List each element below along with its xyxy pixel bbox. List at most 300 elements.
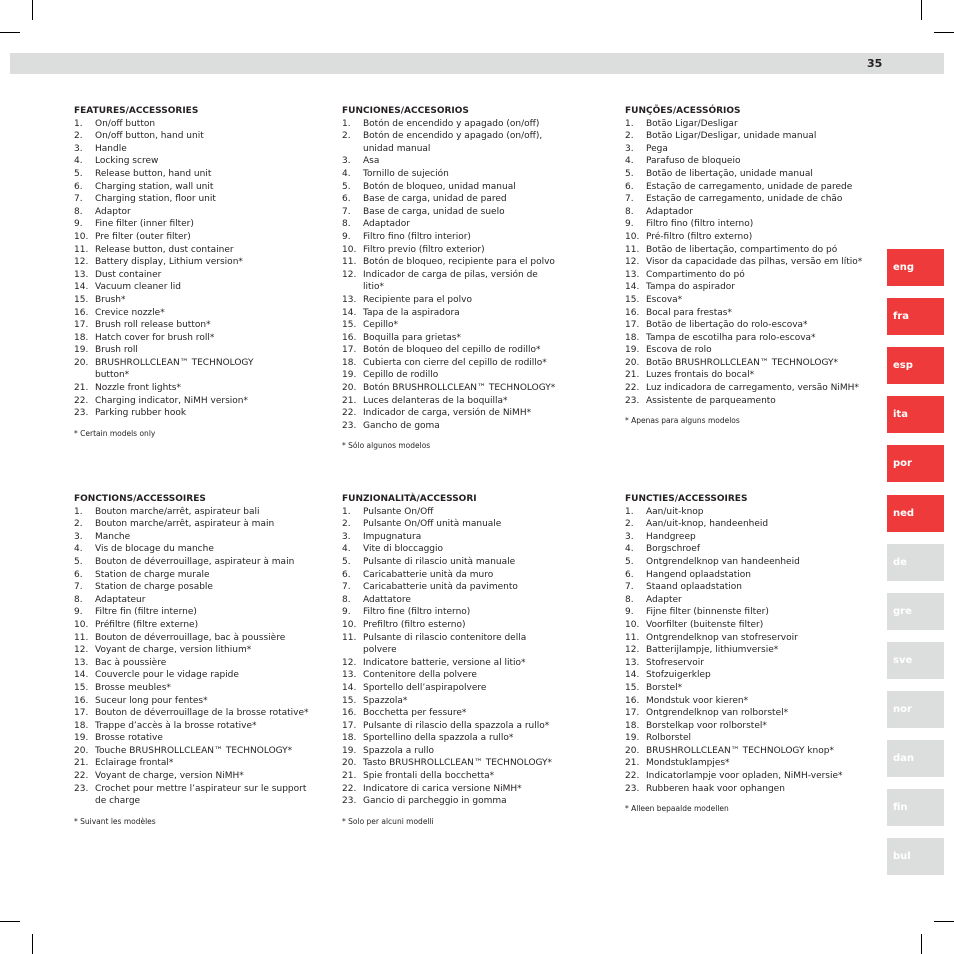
item-label: Adapter (646, 594, 682, 605)
accessory-column (74, 493, 314, 827)
footnote: * Alleen bepaalde modellen (625, 804, 729, 814)
item-number: 10. (625, 231, 640, 242)
language-tab-ned[interactable]: ned (887, 495, 944, 532)
item-label: Spie frontali della bocchetta* (363, 771, 495, 782)
item-number: 17. (342, 345, 357, 356)
list-item (74, 332, 274, 345)
list-item (625, 269, 865, 282)
item-label: BRUSHROLLCLEAN™ TECHNOLOGY button* (95, 357, 254, 381)
item-label: Station de charge posable (95, 582, 213, 593)
item-label: Stofzuigerklep (646, 670, 711, 681)
list-item (74, 682, 314, 695)
section-heading: FONCTIONS/ACCESSOIRES (74, 494, 206, 504)
accessory-list (342, 118, 557, 433)
item-number: 19. (625, 345, 640, 356)
item-number: 6. (625, 181, 634, 192)
item-number: 11. (342, 632, 357, 643)
item-number: 8. (342, 219, 351, 230)
item-number: 20. (74, 357, 89, 368)
item-number: 13. (625, 269, 640, 280)
item-number: 2. (625, 519, 634, 530)
list-item (625, 168, 865, 181)
list-item (625, 757, 865, 770)
language-tab-nor[interactable]: nor (887, 691, 944, 728)
item-label: Pulsante On/Off unità manuale (363, 519, 502, 530)
item-number: 16. (342, 708, 357, 719)
language-tab-fra[interactable]: fra (887, 298, 944, 335)
list-item (625, 357, 865, 370)
list-item (625, 307, 865, 320)
item-label: Filtre fin (filtre interne) (95, 607, 197, 618)
list-item (625, 130, 865, 143)
item-label: Adaptateur (95, 594, 146, 605)
item-number: 12. (74, 257, 89, 268)
list-item (625, 506, 865, 519)
crop-mark (0, 32, 20, 33)
item-label: Bouton marche/arrêt, aspirateur à main (95, 519, 275, 530)
list-item (74, 118, 274, 131)
list-item (625, 720, 865, 733)
list-item (625, 556, 865, 569)
item-number: 4. (74, 544, 83, 555)
item-number: 18. (342, 733, 357, 744)
list-item (625, 644, 865, 657)
list-item (342, 695, 557, 708)
item-label: Pre filter (outer filter) (95, 231, 191, 242)
list-item (625, 695, 865, 708)
item-number: 3. (342, 531, 351, 542)
item-number: 3. (625, 143, 634, 154)
item-number: 13. (342, 670, 357, 681)
item-number: 11. (625, 244, 640, 255)
item-number: 19. (74, 345, 89, 356)
item-number: 9. (342, 607, 351, 618)
item-label: Botón de bloqueo del cepillo de rodillo* (363, 345, 541, 356)
item-number: 20. (625, 357, 640, 368)
footnote: * Suivant les modèles (74, 816, 156, 826)
list-item (342, 155, 557, 168)
item-label: Brush roll (95, 345, 138, 356)
list-item (74, 632, 314, 645)
list-item (625, 218, 865, 231)
item-label: Botón de encendido y apagado (on/off) (363, 118, 540, 129)
list-item (625, 531, 865, 544)
list-item (342, 732, 557, 745)
list-item (625, 707, 865, 720)
list-item (342, 181, 557, 194)
list-item (625, 256, 865, 269)
list-item (625, 206, 865, 219)
footnote: * Solo per alcuni modelli (342, 816, 434, 826)
accessory-column (342, 493, 557, 827)
list-item (625, 319, 865, 332)
item-label: Couvercle pour le vidage rapide (95, 670, 239, 681)
item-label: Tasto BRUSHROLLCLEAN™ TECHNOLOGY* (363, 758, 553, 769)
item-number: 21. (74, 383, 89, 394)
item-label: Batterijlampje, lithiumversie* (646, 645, 779, 656)
list-item (342, 218, 557, 231)
list-item (342, 395, 557, 408)
language-tab-de[interactable]: de (887, 544, 944, 581)
item-label: Préfiltre (filtre externe) (95, 619, 199, 630)
crop-mark (921, 934, 922, 954)
list-item (342, 745, 557, 758)
item-label: Pré-filtro (filtro externo) (646, 231, 753, 242)
list-item (342, 757, 557, 770)
list-item (74, 206, 274, 219)
item-number: 12. (342, 269, 357, 280)
item-label: Charging station, floor unit (95, 194, 216, 205)
item-label: Handle (95, 143, 127, 154)
item-label: Botón BRUSHROLLCLEAN™ TECHNOLOGY* (363, 383, 556, 394)
list-item (74, 745, 314, 758)
list-item (342, 506, 557, 519)
list-item (342, 420, 557, 433)
item-label: Prefiltro (filtro esterno) (363, 619, 466, 630)
list-item (625, 669, 865, 682)
item-label: Vis de blocage du manche (95, 544, 214, 555)
list-item (74, 757, 314, 770)
list-item (74, 569, 314, 582)
item-number: 22. (342, 408, 357, 419)
item-label: Bocal para frestas* (646, 307, 732, 318)
item-label: Dust container (95, 269, 162, 280)
list-item (342, 344, 557, 357)
accessory-list (74, 506, 314, 808)
item-number: 22. (342, 783, 357, 794)
item-label: Bac à poussière (95, 657, 167, 668)
list-item (74, 518, 314, 531)
language-tab-por[interactable]: por (887, 445, 944, 482)
item-label: Assistente de parqueamento (646, 395, 776, 406)
item-label: Luces delanteras de la boquilla* (363, 395, 508, 406)
list-item (625, 657, 865, 670)
crop-mark (32, 0, 33, 20)
item-label: Aan/uit-knop, handeenheid (646, 519, 769, 530)
item-number: 18. (342, 357, 357, 368)
list-item (342, 256, 557, 269)
language-tab-ita[interactable]: ita (887, 396, 944, 433)
item-number: 23. (74, 783, 89, 794)
list-item (625, 745, 865, 758)
item-label: Pulsante di rilascio contenitore della polvere (363, 632, 527, 656)
item-label: Parking rubber hook (95, 408, 187, 419)
list-item (342, 231, 557, 244)
item-label: Stofreservoir (646, 657, 704, 668)
list-item (625, 231, 865, 244)
list-item (625, 244, 865, 257)
list-item (342, 294, 557, 307)
list-item (625, 369, 865, 382)
item-number: 19. (342, 370, 357, 381)
item-label: Vite di bloccaggio (363, 544, 444, 555)
item-number: 17. (625, 708, 640, 719)
item-number: 18. (625, 332, 640, 343)
item-number: 15. (625, 294, 640, 305)
item-label: Borstelkap voor rolborstel* (646, 720, 767, 731)
item-label: Pulsante On/Off (363, 506, 434, 517)
crop-mark (0, 921, 20, 922)
language-tab-dan[interactable]: dan (887, 740, 944, 777)
list-item (625, 143, 865, 156)
item-number: 18. (625, 720, 640, 731)
list-item (625, 294, 865, 307)
list-item (625, 682, 865, 695)
crop-mark (921, 0, 922, 20)
item-label: Botón de encendido y apagado (on/off), unidad manual (363, 131, 543, 154)
item-number: 2. (74, 519, 83, 530)
item-label: Indicador de carga de pilas, versión de litio* (363, 269, 538, 293)
item-label: Cepillo* (363, 320, 399, 331)
item-number: 1. (74, 506, 83, 517)
list-item (342, 206, 557, 219)
item-label: Adaptador (646, 206, 693, 217)
item-label: Voorfilter (buitenste filter) (646, 619, 764, 630)
item-number: 19. (625, 733, 640, 744)
header-bar (10, 53, 944, 74)
list-item (74, 606, 314, 619)
item-number: 17. (342, 720, 357, 731)
item-label: Hangend oplaadstation (646, 569, 751, 580)
item-number: 8. (74, 594, 83, 605)
list-item (74, 130, 274, 143)
item-number: 16. (74, 695, 89, 706)
item-number: 12. (74, 645, 89, 656)
item-number: 19. (74, 733, 89, 744)
item-label: On/off button (95, 118, 156, 129)
item-label: Gancho de goma (363, 420, 440, 431)
item-label: Eclairage frontal* (95, 758, 174, 769)
list-item (74, 669, 314, 682)
item-number: 8. (625, 594, 634, 605)
accessory-column (625, 105, 865, 426)
list-item (74, 581, 314, 594)
list-item (74, 357, 274, 382)
item-label: Botão Ligar/Desligar, unidade manual (646, 131, 817, 142)
item-number: 21. (74, 758, 89, 769)
list-item (342, 130, 557, 155)
item-number: 3. (74, 531, 83, 542)
item-number: 4. (625, 544, 634, 555)
item-number: 6. (74, 569, 83, 580)
list-item (342, 369, 557, 382)
item-label: Base de carga, unidad de suelo (363, 206, 505, 217)
list-item (74, 720, 314, 733)
item-number: 17. (74, 320, 89, 331)
language-tab-gre[interactable]: gre (887, 593, 944, 630)
list-item (342, 543, 557, 556)
item-label: Borgschroef (646, 544, 700, 555)
list-item (342, 669, 557, 682)
accessory-list (625, 506, 865, 796)
item-label: Estação de carregamento, unidade de chão (646, 194, 843, 205)
list-item (342, 783, 557, 796)
list-item (625, 382, 865, 395)
item-label: Mondstuk voor kieren* (646, 695, 749, 706)
item-label: Indicatorlampje voor opladen, NiMH-versie* (646, 771, 843, 782)
item-label: Mondstuklampjes* (646, 758, 730, 769)
list-item (342, 518, 557, 531)
language-tab-esp[interactable]: esp (887, 347, 944, 384)
item-number: 5. (74, 168, 83, 179)
item-number: 7. (342, 206, 351, 217)
item-label: Indicatore di carica versione NiMH* (363, 783, 522, 794)
item-number: 3. (74, 143, 83, 154)
item-number: 6. (342, 194, 351, 205)
item-number: 11. (342, 257, 357, 268)
footnote: * Certain models only (74, 428, 156, 438)
list-item (74, 395, 274, 408)
list-item (74, 619, 314, 632)
item-number: 10. (74, 619, 89, 630)
crop-mark (934, 921, 954, 922)
item-label: Aan/uit-knop (646, 506, 704, 517)
list-item (74, 143, 274, 156)
item-number: 15. (342, 320, 357, 331)
list-item (625, 543, 865, 556)
list-item (74, 531, 314, 544)
item-label: Luzes frontais do bocal* (646, 370, 755, 381)
accessory-column (625, 493, 865, 814)
item-number: 15. (342, 695, 357, 706)
list-item (74, 344, 274, 357)
item-label: Trappe d’accès à la brosse rotative* (95, 720, 257, 731)
item-number: 3. (342, 156, 351, 167)
item-number: 4. (342, 544, 351, 555)
language-tab-bul[interactable]: bul (887, 838, 944, 875)
language-tab-fin[interactable]: fin (887, 789, 944, 826)
item-label: Crevice nozzle* (95, 307, 165, 318)
item-number: 5. (342, 181, 351, 192)
item-number: 16. (625, 307, 640, 318)
list-item (74, 543, 314, 556)
item-label: Cubierta con cierre del cepillo de rodillo* (363, 357, 547, 368)
item-label: Base de carga, unidad de pared (363, 194, 507, 205)
item-label: Indicador de carga, versión de NiMH* (363, 408, 532, 419)
list-item (625, 181, 865, 194)
item-label: On/off button, hand unit (95, 131, 204, 142)
item-number: 10. (342, 619, 357, 630)
list-item (74, 707, 314, 720)
list-item (342, 707, 557, 720)
item-label: Pega (646, 143, 668, 154)
item-number: 9. (342, 231, 351, 242)
item-label: Brush* (95, 294, 126, 305)
item-label: Botón de bloqueo, unidad manual (363, 181, 516, 192)
item-label: Ontgrendelknop van rolborstel* (646, 708, 789, 719)
item-number: 23. (342, 420, 357, 431)
list-item (342, 770, 557, 783)
item-label: Adattatore (363, 594, 411, 605)
list-item (342, 118, 557, 131)
item-number: 22. (625, 771, 640, 782)
list-item (74, 193, 274, 206)
list-item (74, 281, 274, 294)
item-label: Locking screw (95, 156, 159, 167)
item-label: Boquilla para grietas* (363, 332, 461, 343)
item-number: 9. (74, 219, 83, 230)
item-label: Brosse meubles* (95, 682, 171, 693)
item-label: Indicatore batterie, versione al litio* (363, 657, 526, 668)
item-label: Voyant de charge, version NiMH* (95, 771, 244, 782)
list-item (342, 307, 557, 320)
item-label: Filtro fine (filtro interno) (363, 607, 471, 618)
list-item (74, 407, 274, 420)
item-number: 23. (625, 395, 640, 406)
item-label: Release button, hand unit (95, 168, 212, 179)
item-label: Adaptador (363, 219, 410, 230)
accessory-column (342, 105, 557, 451)
item-number: 6. (74, 181, 83, 192)
item-label: Filtro previo (filtro exterior) (363, 244, 485, 255)
item-number: 4. (625, 156, 634, 167)
item-number: 17. (74, 708, 89, 719)
footnote: * Apenas para alguns modelos (625, 416, 740, 426)
list-item (74, 382, 274, 395)
item-number: 8. (342, 594, 351, 605)
item-label: Brosse rotative (95, 733, 163, 744)
page-number: 35 (867, 57, 883, 70)
list-item (625, 594, 865, 607)
item-number: 17. (625, 320, 640, 331)
section-heading: FUNZIONALITÀ/ACCESSORI (342, 494, 477, 504)
item-label: Botão de libertação do rolo-escova* (646, 320, 808, 331)
item-number: 7. (625, 582, 634, 593)
list-item (625, 783, 865, 796)
list-item (342, 357, 557, 370)
item-number: 20. (625, 745, 640, 756)
language-tab-sve[interactable]: sve (887, 642, 944, 679)
list-item (342, 581, 557, 594)
item-number: 4. (342, 168, 351, 179)
item-label: Visor da capacidade das pilhas, versão em lítio* (646, 257, 863, 268)
item-number: 4. (74, 156, 83, 167)
item-number: 23. (625, 783, 640, 794)
item-number: 7. (74, 194, 83, 205)
list-item (74, 556, 314, 569)
item-number: 11. (74, 632, 89, 643)
item-label: Touche BRUSHROLLCLEAN™ TECHNOLOGY* (95, 745, 293, 756)
item-number: 12. (625, 257, 640, 268)
item-label: Caricabatterie unità da muro (363, 569, 494, 580)
accessory-list (342, 506, 557, 808)
item-label: Compartimento do pó (646, 269, 745, 280)
list-item (625, 606, 865, 619)
item-label: Nozzle front lights* (95, 383, 181, 394)
list-item (342, 619, 557, 632)
language-tab-eng[interactable]: eng (887, 249, 944, 286)
item-number: 11. (74, 244, 89, 255)
item-number: 10. (74, 231, 89, 242)
item-label: Bouton de déverrouillage, aspirateur à main (95, 556, 295, 567)
item-number: 1. (625, 118, 634, 129)
list-item (342, 382, 557, 395)
item-number: 20. (342, 758, 357, 769)
list-item (74, 181, 274, 194)
item-label: Luz indicadora de carregamento, versão NiMH* (646, 383, 859, 394)
item-number: 5. (342, 556, 351, 567)
section-heading: FUNCTIES/ACCESSOIRES (625, 494, 748, 504)
item-number: 13. (74, 269, 89, 280)
item-label: Tapa de la aspiradora (363, 307, 460, 318)
item-number: 1. (625, 506, 634, 517)
list-item (342, 594, 557, 607)
item-label: Sportellino della spazzola a rullo* (363, 733, 514, 744)
list-item (342, 795, 557, 808)
item-label: Botão de libertação, compartimento do pó (646, 244, 838, 255)
item-label: Tampa do aspirador (646, 282, 736, 293)
item-label: Battery display, Lithium version* (95, 257, 243, 268)
